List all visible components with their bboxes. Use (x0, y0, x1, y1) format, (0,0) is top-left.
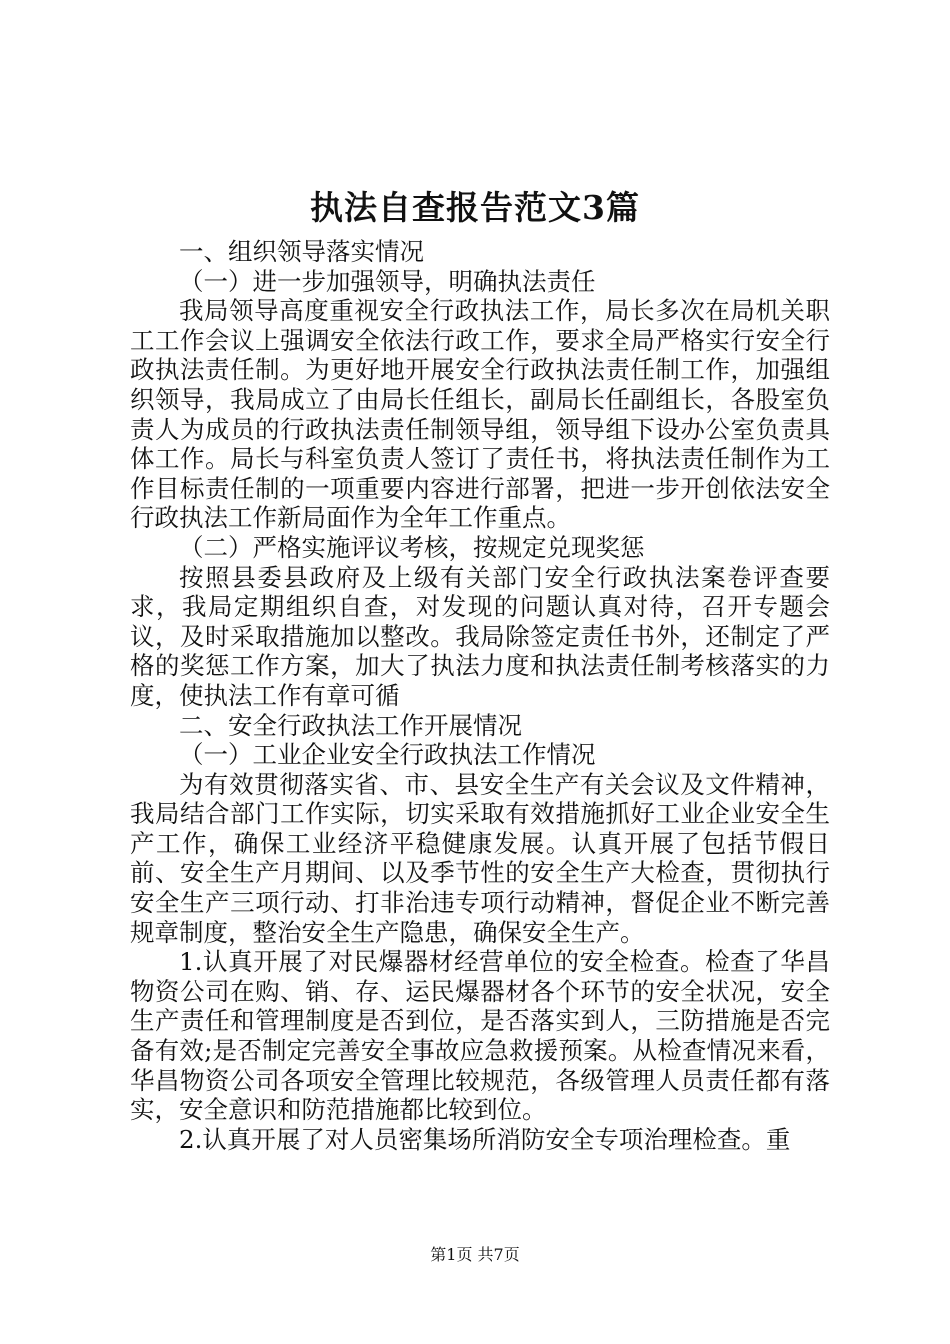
section-heading: 一、组织领导落实情况 (179, 237, 424, 266)
document-body (130, 237, 830, 1154)
subsection-heading: （一）工业企业安全行政执法工作情况 (179, 740, 596, 770)
body-paragraph: 2.认真开展了对人员密集场所消防安全专项治理检查。重 (179, 1124, 791, 1154)
subsection-heading: （二）严格实施评议考核，按规定兑现奖惩 (179, 532, 645, 562)
body-paragraph: 我局领导高度重视安全行政执法工作，局长多次在局机关职工工作会议上强调安全依法行政工作，要求全局严格实行安全行政执法责任制。为更好地开展安全行政执法责任制工作，加强组织领导，我局成立了由局长任组长，副局长任副组长，各股室负责人为成员的行政执法责任制领导组，领导组下设办公室负责具体工作。局长与科室负责人签订了责任书，将执法责任制作为工作目标责任制的一项重要内容进行部署，把进一步开创依法安全行政执法工作新局面作为全年工作重点。 (130, 296, 830, 533)
page-footer: 第1页 共7页 (430, 1245, 520, 1264)
subsection-heading: （一）进一步加强领导，明确执法责任 (179, 266, 596, 296)
document-title: 执法自查报告范文3篇 (310, 188, 640, 227)
section-heading: 二、安全行政执法工作开展情况 (179, 710, 522, 740)
body-paragraph: 按照县委县政府及上级有关部门安全行政执法案卷评查要求，我局定期组织自查，对发现的问题认真对待，召开专题会议，及时采取措施加以整改。我局除签定责任书外，还制定了严格的奖惩工作方案，加大了执法力度和执法责任制考核落实的力度，使执法工作有章可循 (130, 562, 830, 710)
body-paragraph: 为有效贯彻落实省、市、县安全生产有关会议及文件精神，我局结合部门工作实际，切实采取有效措施抓好工业企业安全生产工作，确保工业经济平稳健康发展。认真开展了包括节假日前、安全生产月期间、以及季节性的安全生产大检查，贯彻执行安全生产三项行动、打非治违专项行动精神，督促企业不断完善规章制度，整治安全生产隐患，确保安全生产。 (130, 769, 830, 947)
body-paragraph: 1.认真开展了对民爆器材经营单位的安全检查。检查了华昌物资公司在购、销、存、运民爆器材各个环节的安全状况，安全生产责任和管理制度是否到位，是否落实到人，三防措施是否完备有效;是否制定完善安全事故应急救援预案。从检查情况来看，华昌物资公司各项安全管理比较规范，各级管理人员责任都有落实，安全意识和防范措施都比较到位。 (130, 947, 830, 1125)
